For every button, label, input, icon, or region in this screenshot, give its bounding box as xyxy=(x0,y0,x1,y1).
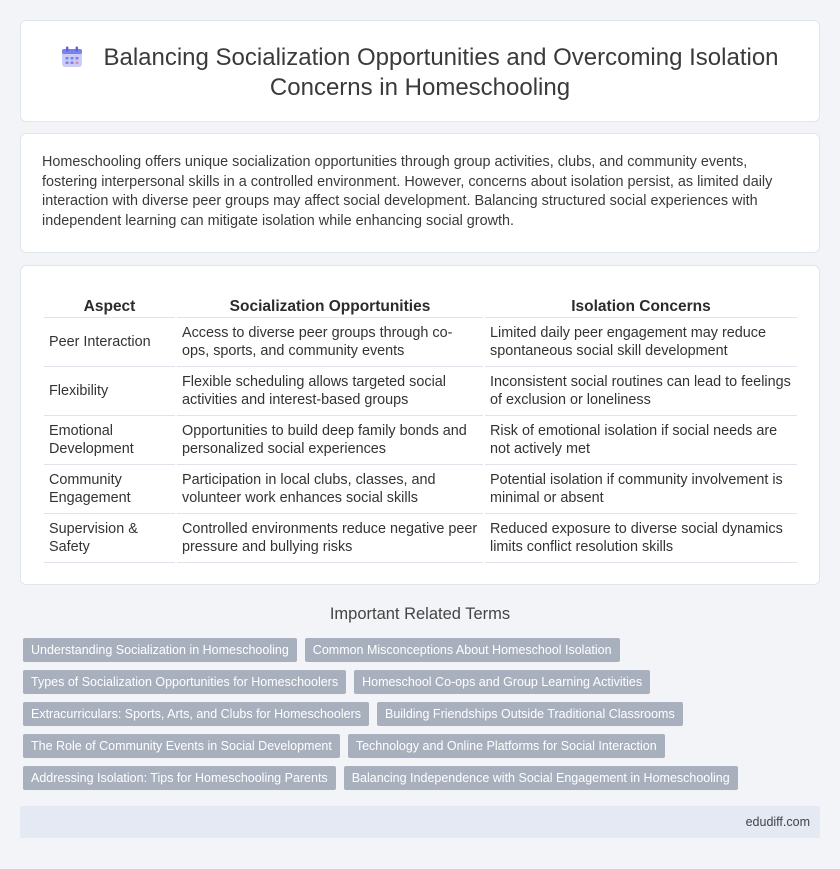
isolation-cell: Potential isolation if community involvement is minimal or absent xyxy=(485,465,797,514)
aspect-cell: Peer Interaction xyxy=(44,318,175,367)
socialization-cell: Access to diverse peer groups through co-ops, sports, and community events xyxy=(177,318,483,367)
related-term-link[interactable]: Understanding Socialization in Homeschooling xyxy=(23,638,297,662)
header-isolation: Isolation Concerns xyxy=(485,296,797,318)
isolation-cell: Risk of emotional isolation if social needs are not actively met xyxy=(485,416,797,465)
page-title-text: Balancing Socialization Opportunities and Overcoming Isolation Concerns in Homeschooling xyxy=(103,44,779,101)
term-row xyxy=(23,766,813,790)
term-row xyxy=(23,670,813,694)
title-card xyxy=(20,20,820,122)
related-terms-list xyxy=(23,638,813,798)
table-row xyxy=(44,416,797,465)
table-row xyxy=(44,514,797,563)
related-term-link[interactable]: Homeschool Co-ops and Group Learning Activities xyxy=(354,670,650,694)
related-term-link[interactable]: Types of Socialization Opportunities for Homeschoolers xyxy=(23,670,346,694)
header-aspect: Aspect xyxy=(44,296,175,318)
comparison-table xyxy=(42,296,799,563)
term-row xyxy=(23,702,813,726)
related-term-link[interactable]: Building Friendships Outside Traditional Classrooms xyxy=(377,702,683,726)
isolation-cell: Inconsistent social routines can lead to feelings of exclusion or loneliness xyxy=(485,367,797,416)
related-term-link[interactable]: Balancing Independence with Social Engagement in Homeschooling xyxy=(344,766,738,790)
title-wrap xyxy=(21,43,819,103)
table-row xyxy=(44,465,797,514)
table-header-row xyxy=(44,296,797,318)
intro-card xyxy=(20,133,820,253)
related-term-link[interactable]: Addressing Isolation: Tips for Homeschooling Parents xyxy=(23,766,336,790)
related-term-link[interactable]: Extracurriculars: Sports, Arts, and Clubs for Homeschoolers xyxy=(23,702,369,726)
header-socialization: Socialization Opportunities xyxy=(177,296,483,318)
page-title xyxy=(21,43,819,103)
term-row xyxy=(23,638,813,662)
related-term-link[interactable]: Common Misconceptions About Homeschool Isolation xyxy=(305,638,620,662)
aspect-cell: Supervision & Safety xyxy=(44,514,175,563)
isolation-cell: Reduced exposure to diverse social dynamics limits conflict resolution skills xyxy=(485,514,797,563)
aspect-cell: Community Engagement xyxy=(44,465,175,514)
related-term-link[interactable]: The Role of Community Events in Social Development xyxy=(23,734,340,758)
table-row xyxy=(44,318,797,367)
intro-paragraph: Homeschooling offers unique socialization opportunities through group activities, clubs, and community events, fostering interpersonal skills in a controlled environment. However, concerns about isolation persist, as limited daily interaction with diverse peer groups may affect social development. Balancing structured social experiences with independent learning can mitigate isolation while enhancing social growth. xyxy=(42,154,773,229)
related-term-link[interactable]: Technology and Online Platforms for Social Interaction xyxy=(348,734,665,758)
calendar-icon xyxy=(61,46,83,68)
isolation-cell: Limited daily peer engagement may reduce spontaneous social skill development xyxy=(485,318,797,367)
socialization-cell: Flexible scheduling allows targeted social activities and interest-based groups xyxy=(177,367,483,416)
socialization-cell: Participation in local clubs, classes, and volunteer work enhances social skills xyxy=(177,465,483,514)
aspect-cell: Emotional Development xyxy=(44,416,175,465)
table-row xyxy=(44,367,797,416)
footer-site-link[interactable]: edudiff.com xyxy=(745,815,810,829)
socialization-cell: Controlled environments reduce negative peer pressure and bullying risks xyxy=(177,514,483,563)
term-row xyxy=(23,734,813,758)
socialization-cell: Opportunities to build deep family bonds and personalized social experiences xyxy=(177,416,483,465)
footer-bar xyxy=(20,806,820,838)
related-terms-title: Important Related Terms xyxy=(329,605,511,623)
comparison-card xyxy=(20,265,820,585)
aspect-cell: Flexibility xyxy=(44,367,175,416)
